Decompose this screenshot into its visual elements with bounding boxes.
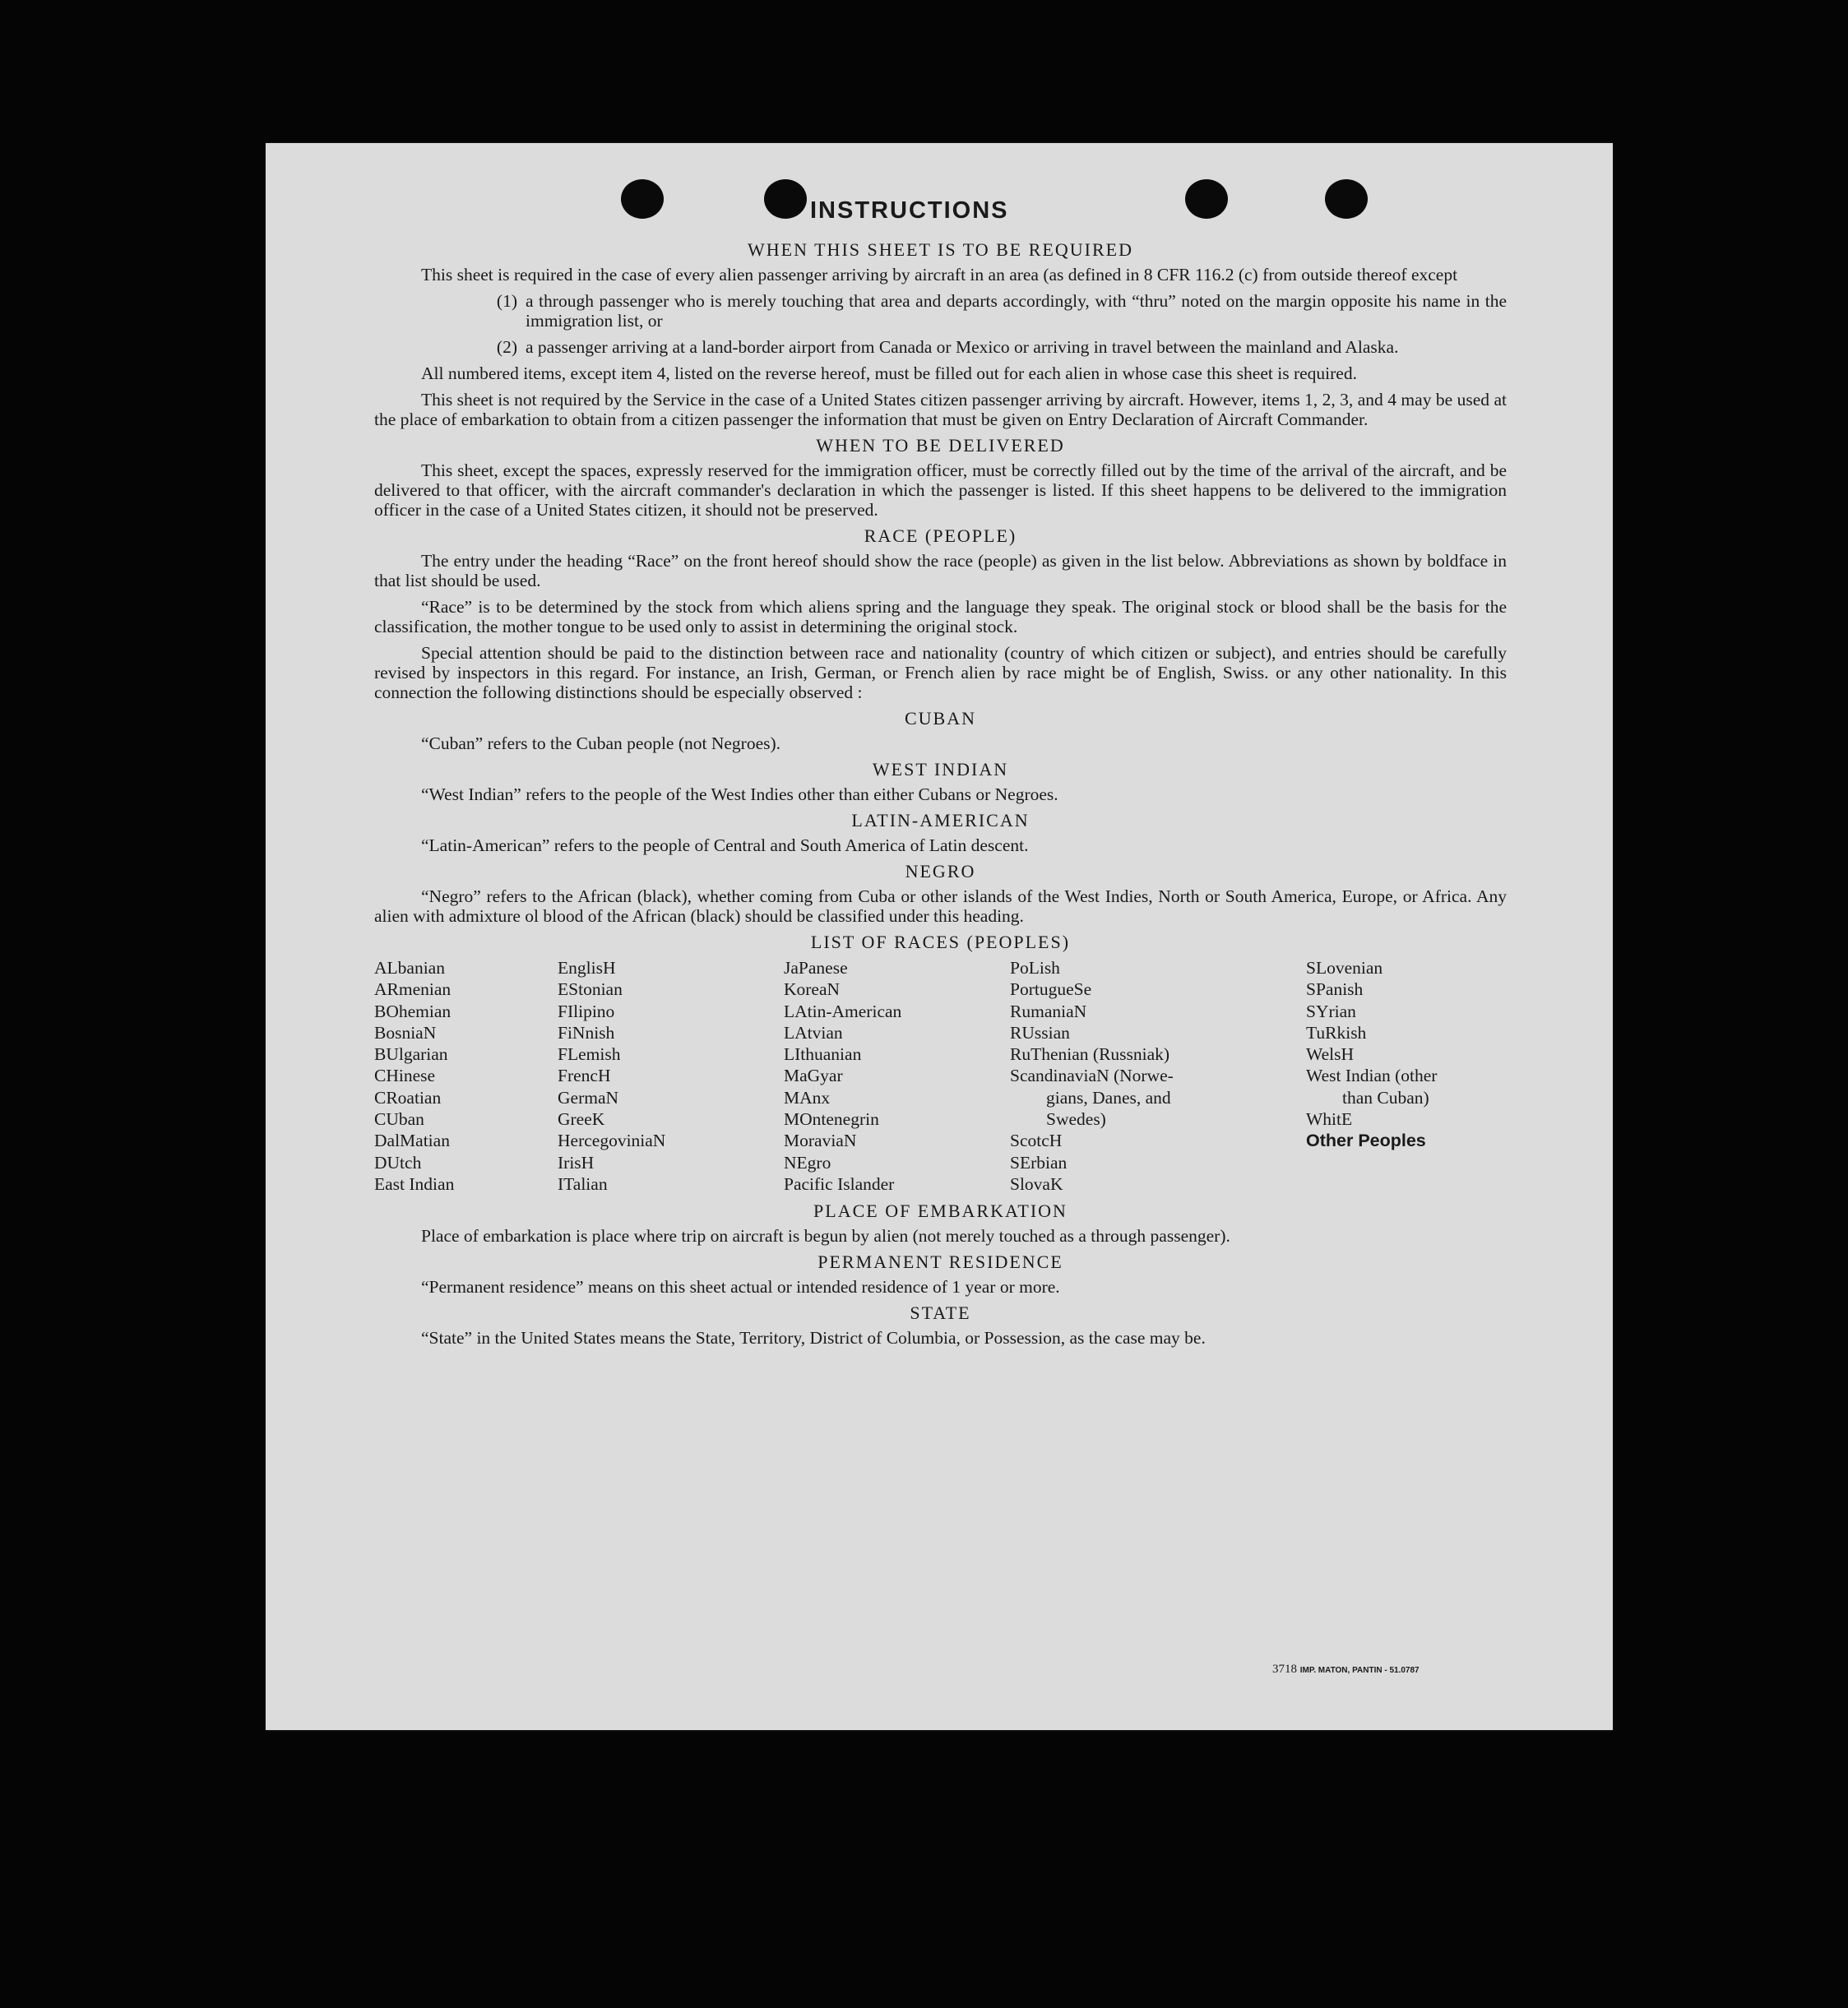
races-column [1306, 957, 1507, 1195]
paragraph-race-entry: The entry under the heading “Race” on the front hereof should show the race (people) as given in the list below. Abbreviations as shown by boldface in that list should be used. [374, 551, 1507, 590]
page-title: INSTRUCTIONS [810, 197, 1009, 224]
list-item [374, 291, 1507, 331]
race-entry: BosniaN [374, 1022, 437, 1043]
race-entry: ScotcH [1010, 1131, 1063, 1151]
race-entry: LAtvian [784, 1022, 843, 1043]
item-number: (2) [496, 337, 517, 357]
race-entry: FrencH [558, 1066, 611, 1086]
paragraph-citizen: This sheet is not required by the Service in the case of a United States citizen passenger arriving by aircraft. However, items 1, 2, 3, and 4 may be used at the place of embarkation to obtain from a citizen passenger the information that must be given on Entry Declaration of Aircraft Commander. [374, 390, 1507, 429]
paragraph-residence: “Permanent residence” means on this sheet actual or intended residence of 1 year or more. [421, 1277, 1060, 1298]
item-text: a through passenger who is merely touching that area and departs accordingly, with “thru” noted on the margin opposite his name in the immigration list, or [526, 291, 1507, 331]
race-entry: PortugueSe [1010, 979, 1092, 1000]
section-heading-delivered: WHEN TO BE DELIVERED [816, 435, 1065, 456]
race-entry: CHinese [374, 1066, 436, 1086]
paragraph-embarkation: Place of embarkation is place where trip on aircraft is begun by alien (not merely touched as a through passenger). [421, 1226, 1230, 1247]
race-entry: West Indian (other [1306, 1066, 1438, 1086]
punch-hole [1325, 179, 1368, 219]
race-entry: Other Peoples [1306, 1131, 1426, 1151]
section-heading-latin-american: LATIN-AMERICAN [851, 810, 1030, 830]
item-text: a passenger arriving at a land-border airport from Canada or Mexico or arriving in travel between the mainland and Alaska. [526, 337, 1399, 357]
race-entry: KoreaN [784, 979, 841, 1000]
race-entry: SErbian [1010, 1152, 1068, 1173]
race-entry: GreeK [558, 1109, 605, 1130]
race-entry: LAtin-American [784, 1001, 902, 1021]
race-entry: EnglisH [558, 958, 616, 978]
race-entry: SLovenian [1306, 958, 1383, 978]
section-heading-negro: NEGRO [905, 861, 976, 881]
race-entry: DalMatian [374, 1131, 450, 1151]
race-entry: ScandinaviaN (Norwe- [1010, 1066, 1174, 1086]
race-entry: NEgro [784, 1152, 831, 1173]
list-item [374, 337, 1507, 357]
paragraph-delivery: This sheet, except the spaces, expressly reserved for the immigration officer, must be correctly filled out by the time of the arrival of the aircraft, and be delivered to that officer, with the aircraft commander's declaration in which the passenger is listed. If this sheet happens to be delivered to the immigration officer in the case of a United States citizen, it should not be preserved. [374, 460, 1507, 520]
race-entry: CRoatian [374, 1087, 442, 1108]
section-heading-state: STATE [910, 1302, 971, 1324]
section-heading-embarkation: PLACE OF EMBARKATION [813, 1201, 1068, 1222]
race-entry: RumaniaN [1010, 1001, 1087, 1021]
paragraph-race-nationality: Special attention should be paid to the distinction between race and nationality (country of which citizen or subject), and entries should be carefully revised by inspectors in this regard. For instance, an Irish, German, or French alien by race might be of English, Swiss. or any other nationality. In this connection the following distinctions should be especially observed : [374, 643, 1507, 702]
race-entry: IrisH [558, 1152, 595, 1173]
punch-hole [621, 179, 664, 219]
race-entry: SlovaK [1010, 1173, 1063, 1194]
race-entry: EStonian [558, 979, 623, 1000]
race-entry: ARmenian [374, 979, 452, 1000]
race-entry: LIthuanian [784, 1044, 862, 1065]
paragraph-intro: This sheet is required in the case of every alien passenger arriving by aircraft in an area (as defined in 8 CFR 116.2 (c) from outside thereof except [421, 265, 1458, 285]
race-entry: MoraviaN [784, 1131, 857, 1151]
race-entry: WhitE [1306, 1109, 1353, 1130]
section-heading-required: WHEN THIS SHEET IS TO BE REQUIRED [748, 239, 1133, 260]
punch-hole [764, 179, 807, 219]
section-heading-west-indian: WEST INDIAN [872, 759, 1009, 780]
race-entry-continued: than Cuban) [1342, 1087, 1429, 1108]
race-entry: SYrian [1306, 1001, 1356, 1021]
section-heading-residence: PERMANENT RESIDENCE [817, 1252, 1063, 1273]
race-entry: RuThenian (Russniak) [1010, 1044, 1170, 1065]
race-entry: PoLish [1010, 958, 1060, 978]
race-entry: BUlgarian [374, 1044, 448, 1065]
paragraph-numbered-items: All numbered items, except item 4, listed on the reverse hereof, must be filled out for each alien in whose case this sheet is required. [421, 363, 1357, 383]
race-entry: FiNnish [558, 1022, 615, 1043]
race-entry: East Indian [374, 1173, 455, 1194]
item-number: (1) [496, 291, 517, 311]
race-entry: ALbanian [374, 958, 445, 978]
paragraph-latin-american: “Latin-American” refers to the people of Central and South America of Latin descent. [421, 835, 1029, 855]
race-entry: MAnx [784, 1087, 831, 1108]
race-entry: RUssian [1010, 1022, 1070, 1043]
race-entry: BOhemian [374, 1001, 452, 1021]
race-entry: Pacific Islander [784, 1173, 895, 1194]
race-entry-continued: gians, Danes, and [1046, 1087, 1171, 1108]
race-entry: GermaN [558, 1087, 619, 1108]
punch-hole [1185, 179, 1228, 219]
form-number: 3718 [1272, 1663, 1297, 1676]
race-entry: FLemish [558, 1044, 621, 1065]
races-column [1010, 957, 1306, 1195]
race-entry: HercegoviniaN [558, 1131, 666, 1151]
race-entry: WelsH [1306, 1044, 1354, 1065]
form-footer [1272, 1663, 1420, 1677]
paragraph-state: “State” in the United States means the State, Territory, District of Columbia, or Possession, as the case may be. [421, 1328, 1206, 1349]
paragraph-negro: “Negro” refers to the African (black), whether coming from Cuba or other islands of the West Indies, North or South America, Europe, or Africa. Any alien with admixture ol blood of the African (black) should be classified under this heading. [374, 886, 1507, 926]
race-entry: MaGyar [784, 1066, 843, 1086]
race-entry-continued: Swedes) [1046, 1109, 1106, 1130]
paragraph-race-stock: “Race” is to be determined by the stock from which aliens spring and the language they speak. The original stock or blood shall be the basis for the classification, the mother tongue to be used only to assist in determining the original stock. [374, 597, 1507, 636]
race-entry: ITalian [558, 1173, 608, 1194]
race-entry: SPanish [1306, 979, 1364, 1000]
section-heading-race: RACE (PEOPLE) [864, 525, 1017, 546]
race-entry: CUban [374, 1109, 424, 1130]
races-column [784, 957, 1010, 1195]
race-entry: FIlipino [558, 1001, 615, 1021]
races-list [374, 957, 1507, 1195]
instructions-body [374, 234, 1507, 1354]
races-column [374, 957, 558, 1195]
section-heading-races-list: LIST OF RACES (PEOPLES) [810, 932, 1071, 952]
paragraph-west-indian: “West Indian” refers to the people of the West Indies other than either Cubans or Negroes. [421, 784, 1058, 804]
race-entry: JaPanese [784, 958, 848, 978]
race-entry: TuRkish [1306, 1022, 1367, 1043]
race-entry: DUtch [374, 1152, 422, 1173]
section-heading-cuban: CUBAN [904, 708, 976, 729]
races-column [558, 957, 784, 1195]
race-entry: MOntenegrin [784, 1109, 879, 1130]
paragraph-cuban: “Cuban” refers to the Cuban people (not Negroes). [421, 733, 781, 753]
printer-imprint: IMP. MATON, PANTIN - 51.0787 [1299, 1666, 1420, 1675]
